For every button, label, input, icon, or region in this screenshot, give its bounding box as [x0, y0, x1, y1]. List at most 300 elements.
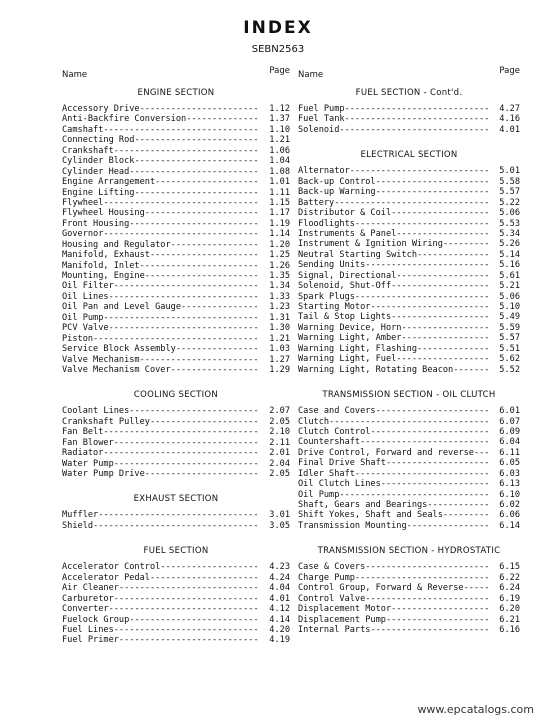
entry-name: Coolant Lines [62, 406, 130, 417]
index-entry [298, 573, 520, 583]
index-entry [298, 427, 520, 437]
entry-name: Oil Pan and Level Gauge [62, 302, 181, 313]
entry-page: 6.13 [499, 479, 520, 490]
dot-leader [396, 354, 490, 364]
dot-leader [140, 104, 260, 114]
index-entry [298, 406, 520, 416]
index-entry [62, 438, 290, 448]
dot-leader [376, 177, 490, 187]
entry-page: 6.01 [499, 406, 520, 417]
index-entry [298, 448, 520, 458]
entry-page: 5.59 [499, 322, 520, 333]
entry-name: Instruments & Panel [298, 228, 397, 239]
entry-name: Accessory Drive [62, 104, 140, 114]
index-entry [62, 334, 290, 344]
index-entry [298, 510, 520, 520]
entry-page: 5.61 [499, 270, 520, 281]
entry-page: 5.51 [499, 343, 520, 354]
dot-leader [114, 459, 260, 469]
entry-name: Neutral Starting Switch [298, 249, 417, 260]
dot-leader [109, 292, 260, 302]
index-entry [62, 292, 290, 302]
dot-leader [129, 219, 260, 229]
dot-leader [145, 469, 260, 479]
dot-leader [119, 635, 260, 645]
dot-leader [443, 510, 490, 520]
index-entry [62, 615, 290, 625]
dot-leader [417, 250, 490, 260]
entry-page: 5.34 [499, 228, 520, 239]
index-entry [62, 344, 290, 354]
index-entry [298, 490, 520, 500]
dot-leader [365, 594, 490, 604]
dot-leader [140, 355, 260, 365]
entry-name: Front Housing [62, 218, 130, 229]
entry-page: 1.08 [269, 166, 290, 177]
entry-page: 6.20 [499, 604, 520, 615]
index-entry [62, 188, 290, 198]
entry-name: Water Pump Drive [62, 469, 145, 479]
dot-leader [391, 281, 490, 291]
entry-name: Air Cleaner [62, 583, 119, 594]
entry-name: Tail & Stop Lights [298, 312, 392, 323]
dot-leader [109, 323, 260, 333]
index-entry [62, 125, 290, 135]
dot-leader [114, 438, 260, 448]
entry-name: Service Block Assembly [62, 344, 176, 355]
entry-page: 1.14 [269, 229, 290, 240]
entry-name: Oil Clutch Lines [298, 479, 381, 490]
dot-leader [401, 333, 490, 343]
section-gap [62, 375, 290, 384]
dot-leader [365, 562, 490, 572]
left-column [62, 66, 290, 646]
dot-leader [103, 125, 260, 135]
entry-name: Oil Lines [62, 291, 109, 302]
entry-page: 5.06 [499, 291, 520, 302]
entry-page: 4.24 [269, 572, 290, 583]
entry-name: Crankshaft [62, 145, 114, 156]
entry-name: Fan Blower [62, 437, 114, 448]
index-entry [298, 125, 520, 135]
entry-name: Muffler [62, 510, 99, 521]
entry-page: 3.01 [269, 510, 290, 521]
entry-page: 5.01 [499, 166, 520, 177]
index-entry [298, 239, 520, 249]
entry-name: Displacement Pump [298, 614, 386, 625]
entry-name: Case & Covers [298, 562, 366, 573]
index-entry [62, 302, 290, 312]
entry-page: 5.57 [499, 333, 520, 344]
entry-page: 1.19 [269, 218, 290, 229]
entry-name: Fan Belt [62, 427, 104, 438]
dot-leader [345, 114, 490, 124]
section-gap [298, 531, 520, 540]
entry-name: Distributor & Coil [298, 208, 392, 219]
index-entry [298, 469, 520, 479]
entry-name: Solenoid [298, 124, 340, 135]
section-title: ELECTRICAL SECTION [360, 150, 458, 161]
entry-page: 1.11 [269, 187, 290, 198]
entry-name: Floodlights [298, 218, 355, 229]
index-entry [62, 406, 290, 416]
entry-page: 6.05 [499, 458, 520, 469]
index-entry [62, 355, 290, 365]
entry-name: Engine Arrangement [62, 177, 156, 188]
index-entry [62, 510, 290, 520]
index-entry [298, 354, 520, 364]
dot-leader [134, 188, 260, 198]
index-entry [62, 208, 290, 218]
dot-leader [339, 490, 490, 500]
index-entry [62, 365, 290, 375]
name-header: Name [62, 70, 88, 80]
dot-leader [396, 229, 490, 239]
entry-page: 5.14 [499, 249, 520, 260]
entry-page: 6.10 [499, 489, 520, 500]
entry-name: Starting Motor [298, 302, 371, 312]
entry-name: Charge Pump [298, 572, 355, 583]
entry-name: Warning Device, Horn [298, 322, 402, 333]
dot-leader [150, 417, 260, 427]
index-entry [298, 458, 520, 468]
dot-leader [129, 406, 260, 416]
index-entry [62, 114, 290, 124]
index-entry [298, 114, 520, 124]
entry-page: 1.01 [269, 177, 290, 188]
entry-page: 5.57 [499, 187, 520, 198]
dot-leader [370, 625, 490, 635]
entry-page: 1.21 [269, 135, 290, 146]
entry-page: 6.06 [499, 510, 520, 521]
entry-page: 6.16 [499, 624, 520, 635]
entry-page: 5.06 [499, 208, 520, 219]
entry-page: 2.04 [269, 458, 290, 469]
entry-page: 6.15 [499, 562, 520, 573]
entry-page: 6.04 [499, 437, 520, 448]
entry-name: Sending Units [298, 260, 366, 271]
entry-page: 5.62 [499, 354, 520, 365]
entry-page: 6.09 [499, 426, 520, 437]
right-column [298, 66, 520, 635]
entry-name: Displacement Motor [298, 604, 392, 615]
entry-page: 6.24 [499, 583, 520, 594]
entry-page: 4.14 [269, 614, 290, 625]
index-entry [298, 292, 520, 302]
index-entry [62, 261, 290, 271]
dot-leader [171, 240, 260, 250]
entry-name: Carburetor [62, 593, 114, 604]
entry-name: Oil Pump [62, 312, 104, 323]
dot-leader [355, 469, 490, 479]
name-header: Name [298, 70, 324, 80]
index-entry [62, 146, 290, 156]
entry-page: 6.02 [499, 500, 520, 510]
dot-leader [103, 313, 260, 323]
dot-leader [370, 427, 490, 437]
dot-leader [176, 344, 260, 354]
index-entry [62, 229, 290, 239]
entry-page: 1.21 [269, 333, 290, 344]
dot-leader [109, 604, 260, 614]
entry-name: Drive Control, Forward and reverse [298, 447, 474, 458]
index-entry [298, 302, 520, 312]
entry-name: Valve Mechanism Cover [62, 364, 171, 375]
entry-page: 1.29 [269, 364, 290, 375]
dot-leader [365, 260, 490, 270]
index-entry [62, 604, 290, 614]
entry-name: Shield [62, 520, 94, 531]
dot-leader [93, 521, 260, 531]
dot-leader [145, 271, 260, 281]
section-title: TRANSMISSION SECTION - HYDROSTATIC [317, 546, 501, 557]
index-entry [298, 594, 520, 604]
watermark: www.epcatalogs.com [417, 703, 534, 716]
dot-leader [386, 615, 490, 625]
entry-page: 5.10 [499, 302, 520, 312]
dot-leader [103, 198, 260, 208]
entry-name: Converter [62, 604, 109, 615]
entry-page: 2.05 [269, 469, 290, 479]
entry-page: 1.23 [269, 302, 290, 313]
section-gap [62, 479, 290, 488]
dot-leader [145, 208, 260, 218]
entry-name: Back-up Control [298, 176, 376, 187]
dot-leader [134, 156, 260, 166]
entry-name: Countershaft [298, 437, 361, 448]
page-header: Page [269, 66, 290, 76]
entry-page: 3.05 [269, 520, 290, 531]
dot-leader [103, 448, 260, 458]
dot-leader [417, 344, 490, 354]
entry-page: 1.12 [269, 104, 290, 114]
entry-page: 1.26 [269, 260, 290, 271]
index-entry [298, 604, 520, 614]
entry-name: PCV Valve [62, 323, 109, 334]
dot-leader [160, 562, 260, 572]
index-entry [298, 219, 520, 229]
entry-page: 4.01 [269, 593, 290, 604]
dot-leader [119, 583, 260, 593]
entry-page: 5.49 [499, 312, 520, 323]
entry-name: Alternator [298, 166, 350, 177]
index-entry [298, 312, 520, 322]
index-entry [298, 104, 520, 114]
entry-name: Fuel Lines [62, 624, 114, 635]
index-entry [298, 437, 520, 447]
index-entry [298, 333, 520, 343]
entry-page: 1.25 [269, 250, 290, 261]
index-entry [62, 562, 290, 572]
entry-page: 5.22 [499, 197, 520, 208]
entry-name: Shift Yokes, Shaft and Seals [298, 510, 443, 521]
entry-page: 1.10 [269, 124, 290, 135]
entry-page: 4.19 [269, 635, 290, 646]
index-entry [62, 313, 290, 323]
index-entry [62, 459, 290, 469]
dot-leader [150, 573, 260, 583]
entry-page: 4.12 [269, 604, 290, 615]
index-entry [62, 625, 290, 635]
entry-page: 4.27 [499, 104, 520, 114]
entry-name: Spark Plugs [298, 291, 355, 302]
dot-leader [114, 594, 260, 604]
entry-page: 4.04 [269, 583, 290, 594]
dot-leader [427, 500, 490, 510]
entry-page: 1.35 [269, 271, 290, 281]
dot-leader [103, 229, 260, 239]
entry-name: Valve Mechanism [62, 354, 140, 365]
entry-page: 1.17 [269, 208, 290, 219]
dot-leader [350, 166, 490, 176]
entry-page: 1.31 [269, 312, 290, 323]
index-entry [62, 427, 290, 437]
entry-name: Clutch [298, 416, 330, 427]
entry-page: 5.26 [499, 239, 520, 250]
dot-leader [376, 406, 490, 416]
dot-leader [114, 281, 260, 291]
dot-leader [334, 198, 490, 208]
dot-leader [407, 521, 490, 531]
dot-leader [129, 167, 260, 177]
index-entry [298, 323, 520, 333]
index-entry [298, 417, 520, 427]
index-entry [298, 521, 520, 531]
dot-leader [453, 365, 490, 375]
index-entry [298, 187, 520, 197]
entry-page: 6.07 [499, 416, 520, 427]
entry-name: Instrument & Ignition Wiring [298, 239, 443, 250]
entry-name: Housing and Regulator [62, 239, 171, 250]
index-entry [298, 250, 520, 260]
dot-leader [114, 625, 260, 635]
index-entry [62, 104, 290, 114]
dot-leader [386, 458, 490, 468]
entry-page: 6.21 [499, 614, 520, 625]
index-entry [62, 271, 290, 281]
entry-page: 6.19 [499, 593, 520, 604]
index-entry [298, 583, 520, 593]
section-title: COOLING SECTION [133, 390, 219, 401]
entry-name: Connecting Rod [62, 135, 135, 146]
entry-name: Accelerator Control [62, 562, 161, 573]
entry-page: 1.33 [269, 291, 290, 302]
index-entry [298, 177, 520, 187]
entry-page: 5.21 [499, 281, 520, 292]
dot-leader [345, 104, 490, 114]
entry-name: Fuel Tank [298, 114, 345, 125]
dot-leader [329, 417, 490, 427]
section-gap [298, 375, 520, 384]
entry-name: Control Group, Forward & Reverse [298, 583, 464, 594]
entry-page: 4.01 [499, 124, 520, 135]
entry-name: Shaft, Gears and Bearings [298, 500, 428, 510]
dot-leader [155, 177, 260, 187]
entry-name: Final Drive Shaft [298, 458, 386, 469]
entry-page: 5.58 [499, 176, 520, 187]
entry-page: 1.06 [269, 145, 290, 156]
index-entry [298, 365, 520, 375]
index-entry [298, 208, 520, 218]
index-entry [62, 469, 290, 479]
dot-leader [376, 187, 490, 197]
dot-leader [98, 510, 260, 520]
dot-leader [396, 271, 490, 281]
entry-name: Flywheel [62, 197, 104, 208]
index-entry [62, 521, 290, 531]
entry-page: 4.16 [499, 114, 520, 125]
dot-leader [391, 208, 490, 218]
dot-leader [134, 135, 260, 145]
dot-leader [391, 312, 490, 322]
entry-name: Governor [62, 229, 104, 240]
index-entry [62, 323, 290, 333]
entry-page: 1.03 [269, 344, 290, 355]
entry-page: 2.01 [269, 448, 290, 459]
dot-leader [391, 604, 490, 614]
index-entry [298, 500, 520, 510]
dot-leader [114, 146, 260, 156]
index-entry [298, 260, 520, 270]
dot-leader [381, 479, 490, 489]
index-entry [298, 229, 520, 239]
index-entry [298, 625, 520, 635]
entry-page: 6.14 [499, 520, 520, 531]
dot-leader [464, 583, 490, 593]
dot-leader [443, 239, 490, 249]
entry-name: Radiator [62, 448, 104, 459]
entry-page: 6.22 [499, 572, 520, 583]
entry-page: 1.34 [269, 281, 290, 292]
entry-name: Warning Light, Fuel [298, 354, 397, 365]
entry-name: Manifold, Exhaust [62, 250, 150, 261]
dot-leader [401, 323, 490, 333]
entry-name: Idler Shaft [298, 468, 355, 479]
index-entry [62, 448, 290, 458]
entry-page: 1.37 [269, 114, 290, 125]
index-entry [62, 250, 290, 260]
column-header [62, 66, 290, 82]
entry-name: Warning Light, Amber [298, 333, 402, 344]
index-entry [62, 583, 290, 593]
entry-page: 2.07 [269, 406, 290, 417]
index-entry [62, 156, 290, 166]
entry-name: Mounting, Engine [62, 271, 145, 281]
entry-page: 2.05 [269, 416, 290, 427]
entry-name: Crankshaft Pulley [62, 416, 150, 427]
index-entry [298, 281, 520, 291]
entry-page: 1.30 [269, 323, 290, 334]
entry-name: Clutch Control [298, 426, 371, 437]
entry-name: Engine Lifting [62, 187, 135, 198]
entry-name: Transmission Mounting [298, 520, 407, 531]
dot-leader [150, 250, 260, 260]
index-entry [62, 240, 290, 250]
entry-page: 6.03 [499, 468, 520, 479]
dot-leader [186, 114, 260, 124]
index-entry [298, 562, 520, 572]
entry-name: Oil Filter [62, 281, 114, 292]
index-entry [298, 271, 520, 281]
dot-leader [181, 302, 260, 312]
section-title: TRANSMISSION SECTION - OIL CLUTCH [322, 390, 496, 401]
entry-name: Fuelock Group [62, 614, 130, 625]
entry-name: Fuel Pump [298, 104, 345, 114]
dot-leader [355, 219, 490, 229]
index-entry [298, 615, 520, 625]
index-entry [298, 166, 520, 176]
index-entry [298, 344, 520, 354]
